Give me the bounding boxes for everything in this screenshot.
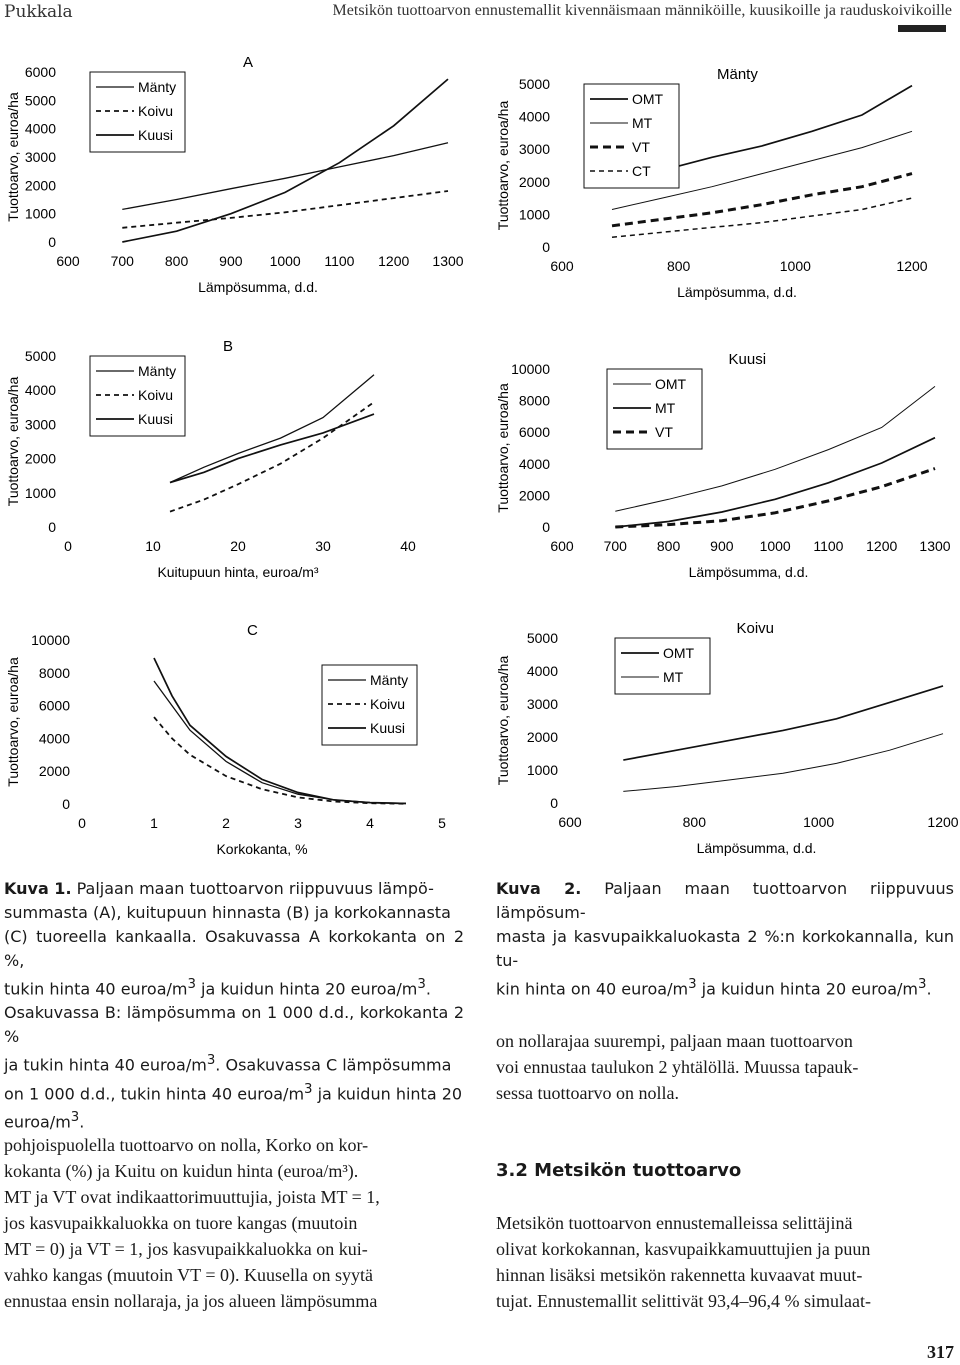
chart-C — [0, 620, 475, 865]
chart-koivu — [490, 620, 960, 865]
panel-label: B — [223, 338, 234, 355]
x-tick-label: 20 — [230, 538, 246, 554]
y-axis-label: Tuottoarvo, euroa/ha — [5, 376, 21, 507]
x-tick-label: 1100 — [324, 253, 355, 269]
y-tick-label: 2000 — [518, 487, 550, 504]
x-tick-label: 0 — [78, 815, 86, 831]
header-rule — [898, 25, 946, 32]
x-tick-label: 5 — [438, 815, 446, 831]
x-tick-label: 700 — [603, 538, 627, 554]
y-tick-label: 4000 — [526, 663, 558, 679]
series-line-koivu — [122, 191, 448, 228]
y-tick-label: 0 — [542, 519, 550, 535]
y-tick-label: 4000 — [24, 120, 56, 137]
legend-label: Mänty — [138, 79, 177, 95]
y-tick-label: 0 — [542, 239, 550, 255]
x-tick-label: 1000 — [759, 538, 791, 554]
y-tick-label: 2000 — [518, 173, 550, 190]
x-tick-label: 600 — [558, 814, 582, 830]
chart-kuusi — [490, 350, 960, 585]
x-tick-label: 3 — [294, 815, 302, 831]
right-body-text: on nollarajaa suurempi, paljaan maan tuottoarvon voi ennustaa taulukon 2 yhtälöllä. Muussa tapauk- sessa tuottoarvo on nolla. — [496, 1031, 859, 1103]
series-line-mänty — [122, 143, 448, 210]
panel-label: Koivu — [736, 620, 775, 637]
y-tick-label: 4000 — [518, 455, 550, 472]
legend-label: Mänty — [370, 672, 409, 688]
caption-label: Kuva 1. — [4, 879, 72, 898]
y-tick-label: 1000 — [24, 484, 56, 501]
series-line-ct — [612, 198, 912, 237]
x-axis-label: Lämpösumma, d.d. — [198, 279, 318, 295]
header-title: Metsikön tuottoarvon ennustemallit kivennäismaan männiköille, kuusikoille ja rauduskoivikoille — [332, 2, 952, 19]
legend-label: OMT — [655, 376, 687, 392]
y-tick-label: 4000 — [24, 382, 56, 399]
x-tick-label: 0 — [64, 538, 72, 554]
figure-1-caption: Kuva 1. Paljaan maan tuottoarvon riippuvuus lämpö- summasta (A), kuitupuun hinnasta (B) ja korkokannasta (C) tuoreella kankaalla. Osakuvassa A korkokanta on 2 %, tukin hinta 40 euroa/$m^3$ ja kuidun hinta 20 euroa/$m^3$. Osakuvassa B: lämpösumma on 1 000 d.d., korkokanta 2 % ja tukin hinta 40 euroa/$m^3$. Osakuvassa C lämpösumma on 1 000 d.d., tukin hinta 40 euroa/$m^3$ ja kuidun hinta 20 euroa/$m^3$. — [4, 879, 464, 1132]
y-tick-label: 0 — [550, 795, 558, 811]
running-header — [0, 0, 960, 40]
x-tick-label: 1200 — [378, 253, 410, 269]
y-tick-label: 6000 — [518, 424, 550, 441]
y-tick-label: 0 — [48, 519, 56, 535]
y-tick-label: 3000 — [526, 696, 558, 712]
x-tick-label: 1300 — [919, 538, 951, 554]
page-number: 317 — [927, 1342, 954, 1362]
chart-B — [0, 335, 475, 595]
x-tick-label: 600 — [550, 538, 574, 554]
x-tick-label: 1200 — [896, 258, 928, 274]
y-tick-label: 4000 — [38, 730, 70, 747]
legend-label: Koivu — [370, 696, 406, 712]
legend-label: CT — [632, 163, 651, 179]
legend-label: MT — [663, 669, 684, 685]
y-axis-label: Tuottoarvo, euroa/ha — [5, 657, 21, 787]
y-axis-label: Tuottoarvo, euroa/ha — [5, 92, 21, 222]
y-tick-label: 5000 — [518, 76, 550, 92]
y-tick-label: 6000 — [24, 64, 56, 80]
x-tick-label: 1000 — [779, 258, 811, 274]
panel-label: Mänty — [717, 66, 758, 83]
header-author: Pukkala — [4, 2, 73, 22]
series-line-mt — [623, 734, 943, 792]
panel-label: A — [243, 55, 254, 71]
y-tick-label: 3000 — [24, 149, 56, 165]
x-tick-label: 1000 — [803, 814, 835, 830]
legend-label: MT — [632, 115, 653, 131]
legend-label: MT — [655, 400, 676, 416]
x-tick-label: 40 — [400, 538, 416, 554]
y-tick-label: 8000 — [38, 664, 70, 681]
y-tick-label: 4000 — [518, 108, 550, 125]
y-tick-label: 3000 — [518, 141, 550, 158]
panel-label: Kuusi — [728, 351, 767, 368]
legend-label: Mänty — [138, 363, 177, 379]
legend-label: OMT — [663, 645, 695, 661]
x-tick-label: 10 — [145, 538, 161, 554]
x-tick-label: 600 — [56, 253, 80, 269]
section-heading: 3.2 Metsikön tuottoarvo — [496, 1160, 742, 1181]
y-tick-label: 5000 — [24, 348, 56, 364]
x-axis-label: Lämpösumma, d.d. — [696, 840, 817, 856]
y-tick-label: 3000 — [24, 416, 56, 433]
y-tick-label: 10000 — [31, 632, 70, 648]
section-paragraph: Metsikön tuottoarvon ennustemalleissa selittäjinä olivat korkokannan, kasvupaikkamuuttujien ja puun hinnan lisäksi metsikön rakennetta kuvaavat muut- tujat. Ennustemallit selittivät 93,4–96,4 % simulaat- — [496, 1213, 871, 1311]
x-tick-label: 600 — [550, 258, 574, 274]
x-tick-label: 2 — [222, 815, 230, 831]
y-tick-label: 8000 — [518, 392, 550, 409]
y-tick-label: 2000 — [24, 177, 56, 194]
series-line-kuusi — [170, 414, 374, 482]
panel-label: C — [247, 622, 258, 639]
y-tick-label: 2000 — [24, 450, 56, 467]
x-tick-label: 1000 — [269, 253, 301, 269]
y-tick-label: 1000 — [24, 205, 56, 222]
legend-label: Koivu — [138, 387, 174, 403]
series-line-mänty — [170, 375, 374, 483]
x-tick-label: 1100 — [813, 538, 844, 554]
y-tick-label: 10000 — [511, 361, 550, 377]
y-tick-label: 0 — [62, 796, 70, 812]
x-axis-label: Kuitupuun hinta, euroa/m³ — [157, 564, 319, 580]
x-tick-label: 900 — [710, 538, 734, 554]
y-axis-label: Tuottoarvo, euroa/ha — [495, 655, 511, 786]
y-tick-label: 5000 — [24, 92, 56, 109]
x-axis-label: Korkokanta, % — [216, 841, 308, 857]
x-tick-label: 1300 — [432, 253, 464, 269]
legend-label: Koivu — [138, 103, 174, 119]
x-tick-label: 800 — [164, 253, 189, 269]
x-tick-label: 800 — [682, 814, 707, 830]
y-tick-label: 0 — [48, 234, 56, 250]
y-tick-label: 1000 — [518, 206, 550, 223]
y-tick-label: 2000 — [526, 729, 558, 745]
chart-A — [0, 55, 475, 305]
x-tick-label: 4 — [366, 815, 374, 831]
x-tick-label: 900 — [219, 253, 243, 269]
chart-manty — [490, 55, 960, 305]
legend-label: VT — [632, 139, 650, 155]
x-tick-label: 30 — [315, 538, 331, 554]
y-axis-label: Tuottoarvo, euroa/ha — [495, 100, 511, 231]
x-tick-label: 1 — [150, 815, 158, 831]
legend-label: Kuusi — [138, 127, 174, 143]
y-tick-label: 5000 — [526, 630, 558, 646]
legend-label: OMT — [632, 91, 664, 107]
x-tick-label: 1200 — [927, 814, 959, 830]
y-tick-label: 1000 — [526, 762, 558, 778]
series-line-vt — [615, 469, 935, 528]
y-axis-label: Tuottoarvo, euroa/ha — [495, 383, 511, 513]
legend-label: Kuusi — [370, 720, 406, 736]
left-body-text: pohjoispuolella tuottoarvo on nolla, Korko on kor- kokanta (%) ja Kuitu on kuidun hinta (euroa/m³). MT ja VT ovat indikaattorimuuttujia, joista MT = 1, jos kasvupaikkaluokka on tuore kangas (muutoin MT = 0) ja VT = 1, jos kasvupaikkaluokka on kui- vahko kangas (muutoin VT = 0). Kuusella on syytä ennustaa ensin nollaraja, ja jos alueen lämpösumma — [4, 1135, 380, 1311]
x-tick-label: 800 — [666, 258, 691, 274]
x-axis-label: Lämpösumma, d.d. — [677, 284, 797, 300]
x-axis-label: Lämpösumma, d.d. — [688, 564, 809, 580]
legend-label: VT — [655, 424, 673, 440]
y-tick-label: 2000 — [38, 763, 70, 780]
figure-2-caption: Kuva 2. Paljaan maan tuottoarvon riippuvuus lämpösum- masta ja kasvupaikkaluokasta 2 %:n korkokannalla, kun tu- kin hinta on 40 euroa/$m^3$ ja kuidun hinta 20 euroa/$m^3$. — [496, 879, 955, 999]
x-tick-label: 700 — [110, 253, 134, 269]
legend-label: Kuusi — [138, 411, 174, 427]
caption-label: Kuva 2. — [496, 879, 582, 898]
x-tick-label: 800 — [656, 538, 681, 554]
x-tick-label: 1200 — [866, 538, 898, 554]
y-tick-label: 6000 — [38, 697, 70, 714]
series-line-koivu — [170, 402, 374, 511]
